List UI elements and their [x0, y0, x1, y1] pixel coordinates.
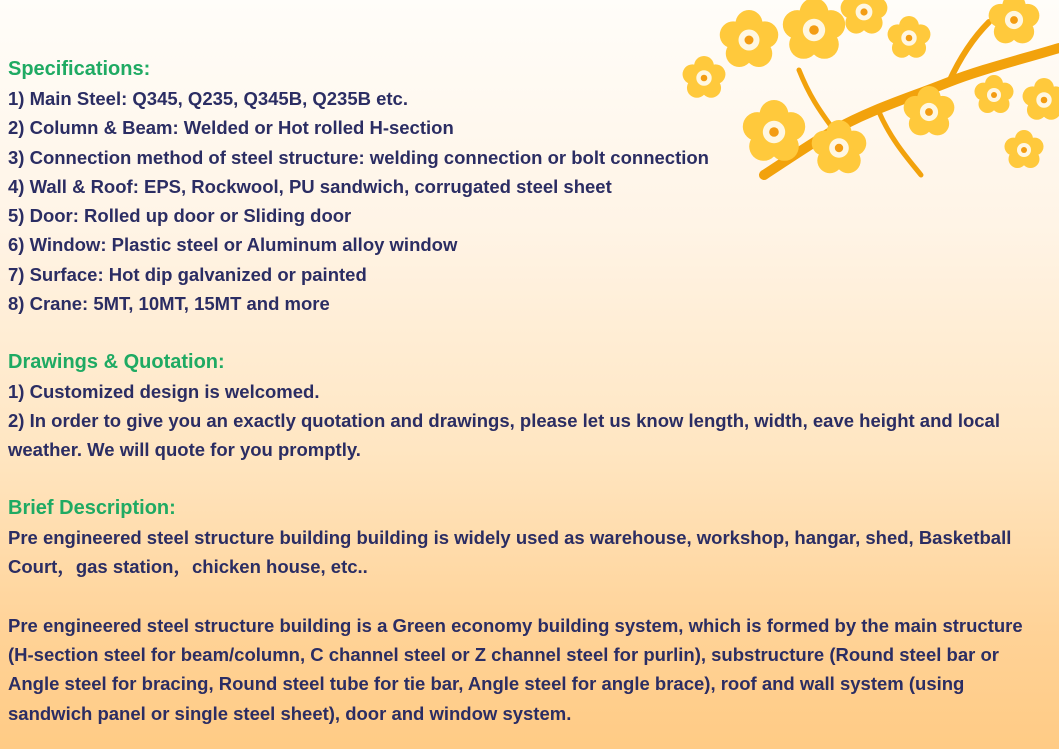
spec-item: 6) Window: Plastic steel or Aluminum alloy window — [8, 234, 458, 256]
specifications-heading: Specifications: — [8, 58, 151, 80]
document-body — [8, 55, 1048, 728]
spec-item: 2) Column & Beam: Welded or Hot rolled H-section — [8, 117, 454, 139]
spec-item: 8) Crane: 5MT, 10MT, 15MT and more — [8, 293, 330, 315]
brief-paragraph: Pre engineered steel structure building is a Green economy building system, which is formed by the main structure (H-section steel for beam/column, C channel steel or Z channel steel for purlin), substructure (Round steel bar or Angle steel for bracing, Round steel tube for tie bar, Angle steel for angle brace), roof and wall system (using sandwich panel or single steel sheet), door and window system. — [8, 614, 1023, 724]
section-gap — [8, 318, 1048, 347]
specifications-section — [8, 55, 1048, 318]
paragraph-gap — [8, 581, 1048, 610]
drawings-item: 2) In order to give you an exactly quotation and drawings, please let us know length, width, eave height and local weather. We will quote for you promptly. — [8, 409, 1000, 461]
drawings-item: 1) Customized design is welcomed. — [8, 380, 320, 402]
brief-section — [8, 494, 1048, 728]
brief-paragraph: Pre engineered steel structure building building is widely used as warehouse, workshop, hangar, shed, Basketball Court，gas station，chicken house, etc.. — [8, 526, 1012, 578]
drawings-section — [8, 348, 1048, 465]
brief-heading: Brief Description: — [8, 496, 176, 519]
drawings-heading: Drawings & Quotation: — [8, 350, 225, 373]
spec-item: 5) Door: Rolled up door or Sliding door — [8, 205, 352, 227]
spec-item: 1) Main Steel: Q345, Q235, Q345B, Q235B etc. — [8, 88, 408, 109]
section-gap — [8, 465, 1048, 494]
spec-item: 4) Wall & Roof: EPS, Rockwool, PU sandwich, corrugated steel sheet — [8, 175, 612, 197]
spec-item: 7) Surface: Hot dip galvanized or painted — [8, 263, 367, 285]
spec-item: 3) Connection method of steel structure: welding connection or bolt connection — [8, 146, 709, 168]
